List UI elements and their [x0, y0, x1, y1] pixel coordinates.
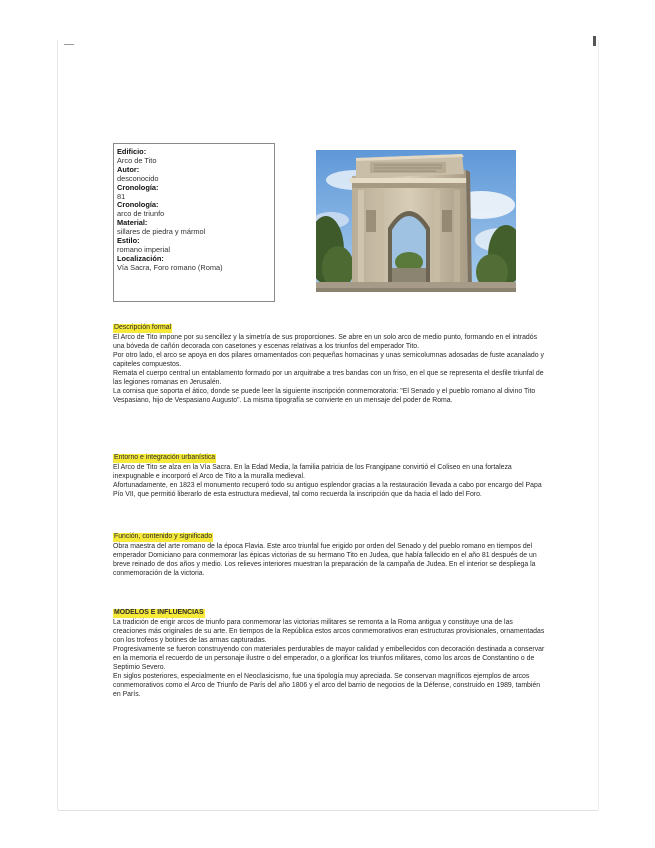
info-label: Localización: [117, 253, 164, 263]
arch-photo-drawing [316, 150, 516, 292]
paragraph: Obra maestra del arte romano de la época Flavia. Este arco triunfal fue erigido por orden del Senado y del pueblo romano en tiempos del emperador Domiciano para conmemorar las épicas victorias de su hermano Tito en Judea, que había fallecido en el año 81 después de un breve reinado de dos años y medio. Los relieves interiores muestran la preparación de la campaña de Judea. En el interior se despliega la conmemoración de la victoria. [113, 542, 537, 577]
info-value: Vía Sacra, Foro romano (Roma) [117, 262, 223, 272]
info-value: romano imperial [117, 244, 170, 254]
section-funcion [113, 532, 545, 578]
info-label: Estilo: [117, 236, 140, 246]
info-label: Material: [117, 218, 148, 228]
paragraph: Remata el cuerpo central un entablamento formado por un arquitrabe a tres bandas con un friso, en el que se representa el desfile triunfal de las legiones romanas en Jerusalén. [113, 369, 544, 386]
info-label: Cronología: [117, 200, 159, 210]
info-label: Edificio: [117, 147, 147, 156]
info-value: sillares de piedra y mármol [117, 227, 206, 237]
info-value: arco de triunfo [117, 209, 165, 219]
paragraph: El Arco de Tito impone por su sencillez y la simetría de sus proporciones. Se abre en un solo arco de medio punto, formando en el intradós una bóveda de cañón decorada con casetones y escenas relativas a los triunfos del emperador Tito. [113, 333, 538, 350]
section-heading: Descripción formal [114, 324, 172, 331]
arch-of-titus-photo [316, 150, 516, 292]
info-value: Arco de Tito [117, 155, 157, 165]
section-heading: Función, contenido y significado [114, 533, 213, 540]
building-info-box [113, 143, 275, 302]
info-label: Cronología: [117, 182, 159, 192]
paragraph: La tradición de erigir arcos de triunfo para conmemorar las victorias militares se remonta a la Roma antigua y constituye una de las creaciones más originales de su arte. En tiempos de la República estos arcos conmemorativos eran estructuras provisionales, ornamentadas con los trofeos y botines de las armas capturadas. [113, 618, 545, 644]
section-entorno [113, 453, 545, 499]
section-heading: Entorno e integración urbanística [114, 454, 216, 461]
section-modelos [113, 608, 545, 699]
paragraph: El Arco de Tito se alza en la Vía Sacra. En la Edad Media, la familia patricia de los Frangipane convirtió el Coliseo en una fortaleza inexpugnable e incorporó el Arco de Tito a la muralla medieval. [113, 463, 512, 480]
paragraph: En siglos posteriores, especialmente en el Neoclasicismo, fue una tipología muy apreciada. Se conservan magníficos ejemplos de arcos conmemorativos como el Arco de Triunfo de París del año 1806 y el arco del barrio de negocios de la Défense, construido en 1989, también en París. [113, 672, 541, 698]
info-value: desconocido [117, 173, 159, 183]
paragraph: Progresivamente se fueron construyendo con materiales perdurables de mayor calidad y embellecidos con decoración destinada a conservar en la memoria el recuerdo de un personaje ilustre o del emperador, o a glorificar los triunfos militares, como los arcos de Constantino o de Septimio Severo. [113, 645, 545, 671]
paragraph: Por otro lado, el arco se apoya en dos pilares ornamentados con pequeñas hornacinas y unas semicolumnas adosadas de fuste acanalado y capiteles compuestos. [113, 351, 544, 368]
section-heading: MODELOS E INFLUENCIAS [114, 609, 204, 616]
info-label: Autor: [117, 164, 140, 174]
section-descripcion-formal [113, 323, 545, 405]
paragraph: Afortunadamente, en 1823 el monumento recuperó todo su antiguo esplendor gracias a la restauración llevada a cabo por encargo del Papa Pío VII, que permitió liberarlo de esta estructura medieval, tal como recuerda la inscripción que da hacia el lado del Foro. [113, 481, 542, 498]
scan-mark [593, 36, 596, 46]
paragraph: La cornisa que soporta el ático, donde se puede leer la siguiente inscripción conmemoratoria: "El Senado y el pueblo romano al divino Tito Vespasiano, hijo de Vespasiano Augusto". La misma tipografía se convierte en un mensaje del poder de Roma. [113, 387, 536, 404]
info-value: 81 [117, 191, 126, 201]
scan-dash [64, 44, 74, 45]
